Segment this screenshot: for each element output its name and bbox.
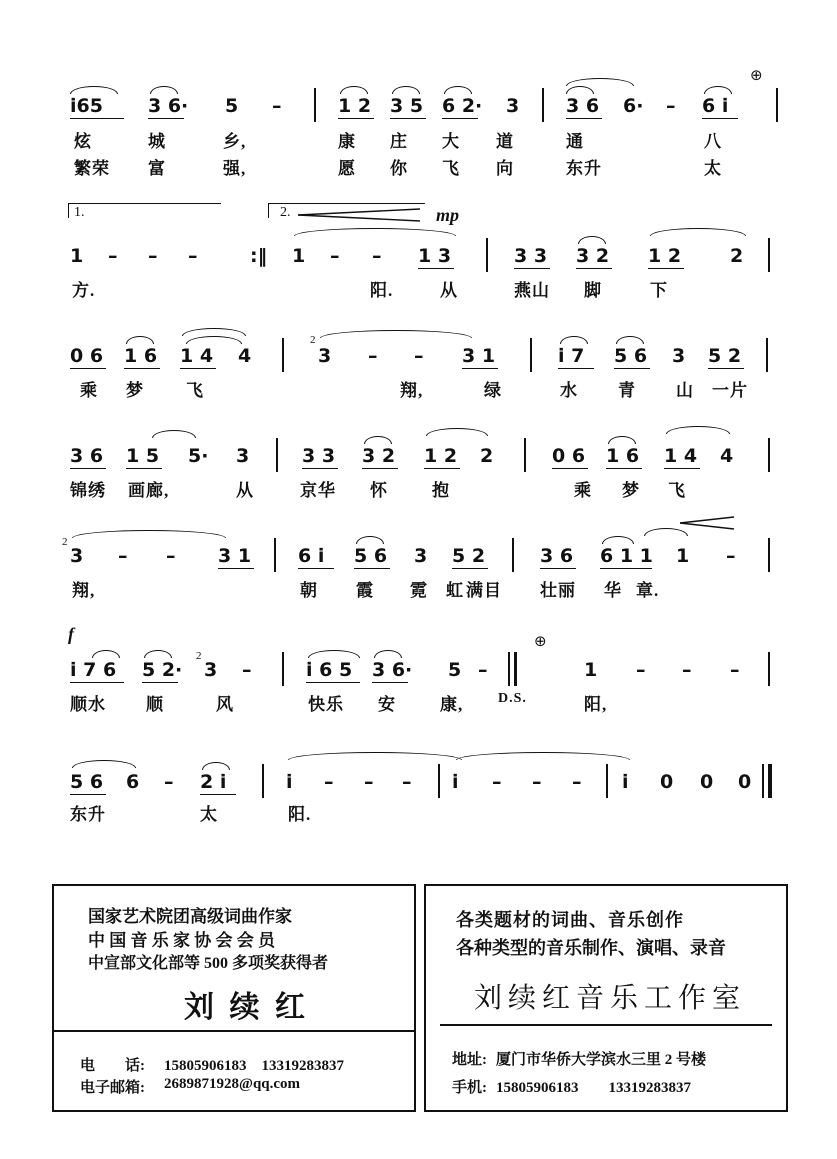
underline xyxy=(424,468,460,469)
note: 1 5 xyxy=(126,445,160,467)
underline xyxy=(452,568,488,569)
note: – xyxy=(164,771,174,793)
underline xyxy=(614,368,650,369)
underline xyxy=(606,468,642,469)
dynamic-f: f xyxy=(68,624,74,644)
slur xyxy=(666,426,730,434)
bar-line xyxy=(768,438,770,472)
note: – xyxy=(368,345,378,367)
slur xyxy=(186,336,242,344)
underline xyxy=(648,268,684,269)
service-line: 各种类型的音乐制作、演唱、录音 xyxy=(456,938,726,958)
note: – xyxy=(682,659,692,681)
bar-line xyxy=(274,538,276,572)
bar-line xyxy=(530,338,532,372)
slur xyxy=(92,650,120,658)
lyric: 庄 xyxy=(390,132,408,151)
note: 6 i̇ xyxy=(298,545,325,567)
lyric: 抱 xyxy=(432,481,450,500)
grace-note: 2 xyxy=(310,334,316,346)
slur xyxy=(288,752,462,760)
underline xyxy=(600,568,652,569)
slur xyxy=(308,650,360,658)
underline xyxy=(540,568,576,569)
dynamic-mp: mp xyxy=(436,205,460,225)
lyric: 阳, xyxy=(584,695,608,714)
lyric: 飞 xyxy=(668,481,686,500)
lyric: 青 xyxy=(618,381,636,400)
service-line: 各类题材的词曲、音乐创作 xyxy=(456,910,684,930)
underline xyxy=(552,468,588,469)
email-label: 电子邮箱: xyxy=(80,1080,145,1096)
note: 1 3 xyxy=(418,245,452,267)
first-ending-label: 1. xyxy=(74,205,85,220)
slur xyxy=(456,752,630,760)
note: 1 6 xyxy=(124,345,158,367)
note: i̇ 6 5 xyxy=(306,659,353,681)
underline xyxy=(70,118,124,119)
note: 3 6· xyxy=(148,95,189,117)
bar-line xyxy=(606,764,608,798)
lyric: 燕山 xyxy=(514,281,550,300)
lyric: 章. xyxy=(636,581,660,600)
note: 5 xyxy=(448,659,462,681)
note: – xyxy=(402,771,412,793)
slur xyxy=(444,86,472,94)
lyric: 方. xyxy=(72,281,96,300)
lyric: 梦 xyxy=(126,381,144,400)
bar-line xyxy=(438,764,440,798)
note: 2 xyxy=(480,445,494,467)
repeat-barline: :‖ xyxy=(250,245,268,267)
underline xyxy=(514,268,550,269)
lyric: 翔, xyxy=(400,381,424,400)
note: – xyxy=(166,545,176,567)
note: – xyxy=(478,659,488,681)
lyric: 康, xyxy=(440,695,464,714)
segno-mark: ⊕ xyxy=(750,66,763,84)
note: 3 6· xyxy=(372,659,413,681)
lyric: 满目 xyxy=(466,581,502,600)
underline xyxy=(702,118,738,119)
bar-line xyxy=(314,88,316,122)
segno-mark: ⊕ xyxy=(534,632,547,650)
note: 1 2 xyxy=(648,245,682,267)
note: 3 1 xyxy=(462,345,496,367)
note: 3 6 xyxy=(540,545,574,567)
note: 3 6 xyxy=(70,445,104,467)
lyric: 繁荣 xyxy=(74,159,110,178)
slur xyxy=(70,86,118,94)
lyric: 向 xyxy=(496,159,514,178)
lyric: 顺 xyxy=(146,695,164,714)
underline xyxy=(362,468,398,469)
bar-line xyxy=(768,652,770,686)
dal-segno-label: D.S. xyxy=(498,691,527,706)
underline xyxy=(70,794,106,795)
lyric: 华 xyxy=(604,581,622,600)
lyric: 愿 xyxy=(338,159,356,178)
note: 1 xyxy=(584,659,598,681)
note: 5 6 xyxy=(614,345,648,367)
underline xyxy=(298,568,334,569)
note: – xyxy=(364,771,374,793)
underline xyxy=(124,368,160,369)
note: 3 xyxy=(414,545,428,567)
note: 0 xyxy=(700,771,714,793)
composer-title-line: 中宣部文化部等 500 多项奖获得者 xyxy=(88,955,329,972)
underline xyxy=(576,268,612,269)
address-value: 厦门市华侨大学滨水三里 2 号楼 xyxy=(496,1052,707,1068)
address-label: 地址: xyxy=(452,1052,487,1068)
grace-note: 2 xyxy=(196,650,202,662)
note: 3 xyxy=(70,545,84,567)
slur xyxy=(152,430,196,438)
lyric: 富 xyxy=(148,159,166,178)
grace-note: 2 xyxy=(62,536,68,548)
slur xyxy=(608,436,636,444)
bar-line xyxy=(486,238,488,272)
underline xyxy=(372,682,408,683)
lyric: 梦 xyxy=(622,481,640,500)
underline xyxy=(70,368,106,369)
slur xyxy=(72,760,136,768)
lyric: 城 xyxy=(148,132,166,151)
lyric: 通 xyxy=(566,132,584,151)
note: i̇ 7 6 xyxy=(70,659,117,681)
note: 0 6 xyxy=(70,345,104,367)
slur xyxy=(650,228,746,236)
note: 6 2· xyxy=(442,95,483,117)
lyric: 快乐 xyxy=(308,695,344,714)
lyric: 太 xyxy=(704,159,722,178)
underline xyxy=(708,368,744,369)
note: 3 2 xyxy=(576,245,610,267)
divider xyxy=(54,1030,414,1032)
underline xyxy=(142,682,178,683)
note: 3 6 xyxy=(566,95,600,117)
email-value: 2689871928@qq.com xyxy=(164,1076,301,1092)
lyric: 炫 xyxy=(74,132,92,151)
lyric: 飞 xyxy=(186,381,204,400)
underline xyxy=(566,118,602,119)
lyric: 翔, xyxy=(72,581,96,600)
lyric: 绿 xyxy=(484,381,502,400)
lyric: 安 xyxy=(378,695,396,714)
note: 0 xyxy=(738,771,752,793)
final-barline xyxy=(762,764,764,798)
note: 6 1 1 xyxy=(600,545,653,567)
lyric: 你 xyxy=(390,159,408,178)
lyric: 从 xyxy=(440,281,458,300)
underline xyxy=(70,682,124,683)
note: 3 5 xyxy=(390,95,424,117)
slur xyxy=(566,78,634,86)
note: 1 2 xyxy=(424,445,458,467)
lyric: 东升 xyxy=(70,805,106,824)
note: 1 xyxy=(292,245,306,267)
note: 3 1 xyxy=(218,545,252,567)
note: 1 2 xyxy=(338,95,372,117)
note: 5 6 xyxy=(70,771,104,793)
note: 5 2· xyxy=(142,659,183,681)
slur xyxy=(144,650,172,658)
bar-line xyxy=(508,652,510,686)
lyric: 朝 xyxy=(300,581,318,600)
lyric: 脚 xyxy=(584,281,602,300)
lyric: 风 xyxy=(216,695,234,714)
underline xyxy=(558,368,594,369)
phone-label: 电 话: xyxy=(80,1058,145,1074)
note: 5· xyxy=(188,445,209,467)
underline xyxy=(148,118,184,119)
lyric: 八 xyxy=(704,132,722,151)
underline xyxy=(302,468,338,469)
lyric: 大 xyxy=(442,132,460,151)
note: 3 xyxy=(672,345,686,367)
bar-line xyxy=(282,338,284,372)
note: 1 xyxy=(70,245,84,267)
mobile-value: 15805906183 13319283837 xyxy=(496,1080,692,1096)
underline xyxy=(442,118,478,119)
note: – xyxy=(492,771,502,793)
note: – xyxy=(372,245,382,267)
slur xyxy=(72,530,226,538)
lyric: 水 xyxy=(560,381,578,400)
slur xyxy=(578,236,606,244)
lyric: 道 xyxy=(496,132,514,151)
bar-line xyxy=(262,764,264,798)
note: 1 4 xyxy=(664,445,698,467)
note: 6 xyxy=(126,771,140,793)
composer-title-line: 中 国 音 乐 家 协 会 会 员 xyxy=(88,931,275,950)
studio-name-calligraphy: 刘续红音乐工作室 xyxy=(474,983,747,1014)
note: 3 2 xyxy=(362,445,396,467)
bar-line xyxy=(768,238,770,272)
note: 5 2 xyxy=(452,545,486,567)
composer-title-line: 国家艺术院团高级词曲作家 xyxy=(88,907,292,926)
note: 1 6 xyxy=(606,445,640,467)
phone-value: 15805906183 13319283837 xyxy=(164,1058,345,1074)
underline xyxy=(462,368,498,369)
note: 6 i̇ xyxy=(702,95,729,117)
lyric: 阳. xyxy=(288,805,312,824)
composer-info-box xyxy=(52,884,416,1112)
lyric: 太 xyxy=(200,805,218,824)
slur xyxy=(340,86,368,94)
underline xyxy=(306,682,360,683)
note: 3 xyxy=(318,345,332,367)
slur xyxy=(392,86,420,94)
lyric: 乡, xyxy=(223,132,247,151)
lyric: 顺水 xyxy=(70,695,106,714)
note: i̇ xyxy=(622,771,629,793)
lyric: 京华 xyxy=(300,481,336,500)
bar-line xyxy=(512,538,514,572)
note: – xyxy=(730,659,740,681)
underline xyxy=(218,568,254,569)
bar-line xyxy=(524,438,526,472)
note: – xyxy=(188,245,198,267)
slur xyxy=(616,336,644,344)
bar-line xyxy=(542,88,544,122)
bar-line xyxy=(514,652,517,686)
note: i̇ xyxy=(286,771,293,793)
studio-info-box xyxy=(424,884,788,1112)
note: 3 3 xyxy=(302,445,336,467)
slur xyxy=(202,762,230,770)
lyric: 飞 xyxy=(442,159,460,178)
note: 5 2 xyxy=(708,345,742,367)
note: 1 4 xyxy=(180,345,214,367)
lyric: 虹 xyxy=(446,581,464,600)
slur xyxy=(566,86,594,94)
lyric: 霓 xyxy=(410,581,428,600)
crescendo-hairpin xyxy=(298,208,422,222)
lyric: 乘 xyxy=(80,381,98,400)
note: – xyxy=(148,245,158,267)
note: – xyxy=(272,95,282,117)
underline xyxy=(664,468,700,469)
note: i̇65 xyxy=(70,95,103,117)
underline xyxy=(200,794,236,795)
note: i̇ 7 xyxy=(558,345,585,367)
second-ending-label: 2. xyxy=(280,205,291,220)
slur xyxy=(426,428,488,436)
underline xyxy=(418,268,454,269)
note: 3 xyxy=(506,95,520,117)
lyric: 壮丽 xyxy=(540,581,576,600)
underline xyxy=(354,568,390,569)
lyric: 山 xyxy=(676,381,694,400)
note: – xyxy=(118,545,128,567)
slur xyxy=(294,228,456,236)
lyric: 霞 xyxy=(356,581,374,600)
lyric: 东升 xyxy=(566,159,602,178)
first-ending-bracket xyxy=(68,203,221,218)
note: – xyxy=(108,245,118,267)
note: – xyxy=(636,659,646,681)
note: i̇ xyxy=(452,771,459,793)
divider xyxy=(440,1024,772,1026)
lyric: 怀 xyxy=(370,481,388,500)
lyric: 一片 xyxy=(712,381,748,400)
composer-name-calligraphy: 刘 续 红 xyxy=(184,991,309,1024)
underline xyxy=(390,118,426,119)
slur xyxy=(364,436,392,444)
slur xyxy=(182,328,246,336)
note: 0 xyxy=(660,771,674,793)
lyric: 康 xyxy=(338,132,356,151)
underline xyxy=(180,368,216,369)
bar-line xyxy=(766,338,768,372)
note: – xyxy=(572,771,582,793)
note: 0 6 xyxy=(552,445,586,467)
underline xyxy=(70,468,106,469)
lyric: 画廊, xyxy=(128,481,170,500)
bar-line xyxy=(768,538,770,572)
note: 3 xyxy=(204,659,218,681)
lyric: 强, xyxy=(223,159,247,178)
bar-line xyxy=(276,438,278,472)
lyric: 锦绣 xyxy=(70,481,106,500)
bar-line xyxy=(282,652,284,686)
slur xyxy=(356,536,384,544)
underline xyxy=(338,118,374,119)
note: 2 i̇ xyxy=(200,771,227,793)
lyric: 从 xyxy=(236,481,254,500)
note: – xyxy=(414,345,424,367)
note: 2 xyxy=(730,245,744,267)
slur xyxy=(704,86,732,94)
bar-line xyxy=(776,88,778,122)
note: – xyxy=(324,771,334,793)
decrescendo-hairpin xyxy=(680,516,736,530)
note: 5 6 xyxy=(354,545,388,567)
lyric: 下 xyxy=(650,281,668,300)
lyric: 阳. xyxy=(370,281,394,300)
note: – xyxy=(666,95,676,117)
note: 5 xyxy=(225,95,239,117)
lyric: 乘 xyxy=(574,481,592,500)
note: 3 xyxy=(236,445,250,467)
note: – xyxy=(726,545,736,567)
slur xyxy=(150,86,178,94)
mobile-label: 手机: xyxy=(452,1080,487,1096)
note: – xyxy=(242,659,252,681)
note: – xyxy=(330,245,340,267)
underline xyxy=(126,468,162,469)
slur xyxy=(320,330,472,338)
note: 3 3 xyxy=(514,245,548,267)
note: 6· xyxy=(623,95,644,117)
final-barline-thick xyxy=(768,764,772,798)
note: 4 xyxy=(238,345,252,367)
slur xyxy=(602,536,634,544)
slur xyxy=(126,336,154,344)
slur xyxy=(374,650,402,658)
note: 4 xyxy=(720,445,734,467)
note: – xyxy=(532,771,542,793)
note: 1 xyxy=(676,545,690,567)
slur xyxy=(560,336,588,344)
